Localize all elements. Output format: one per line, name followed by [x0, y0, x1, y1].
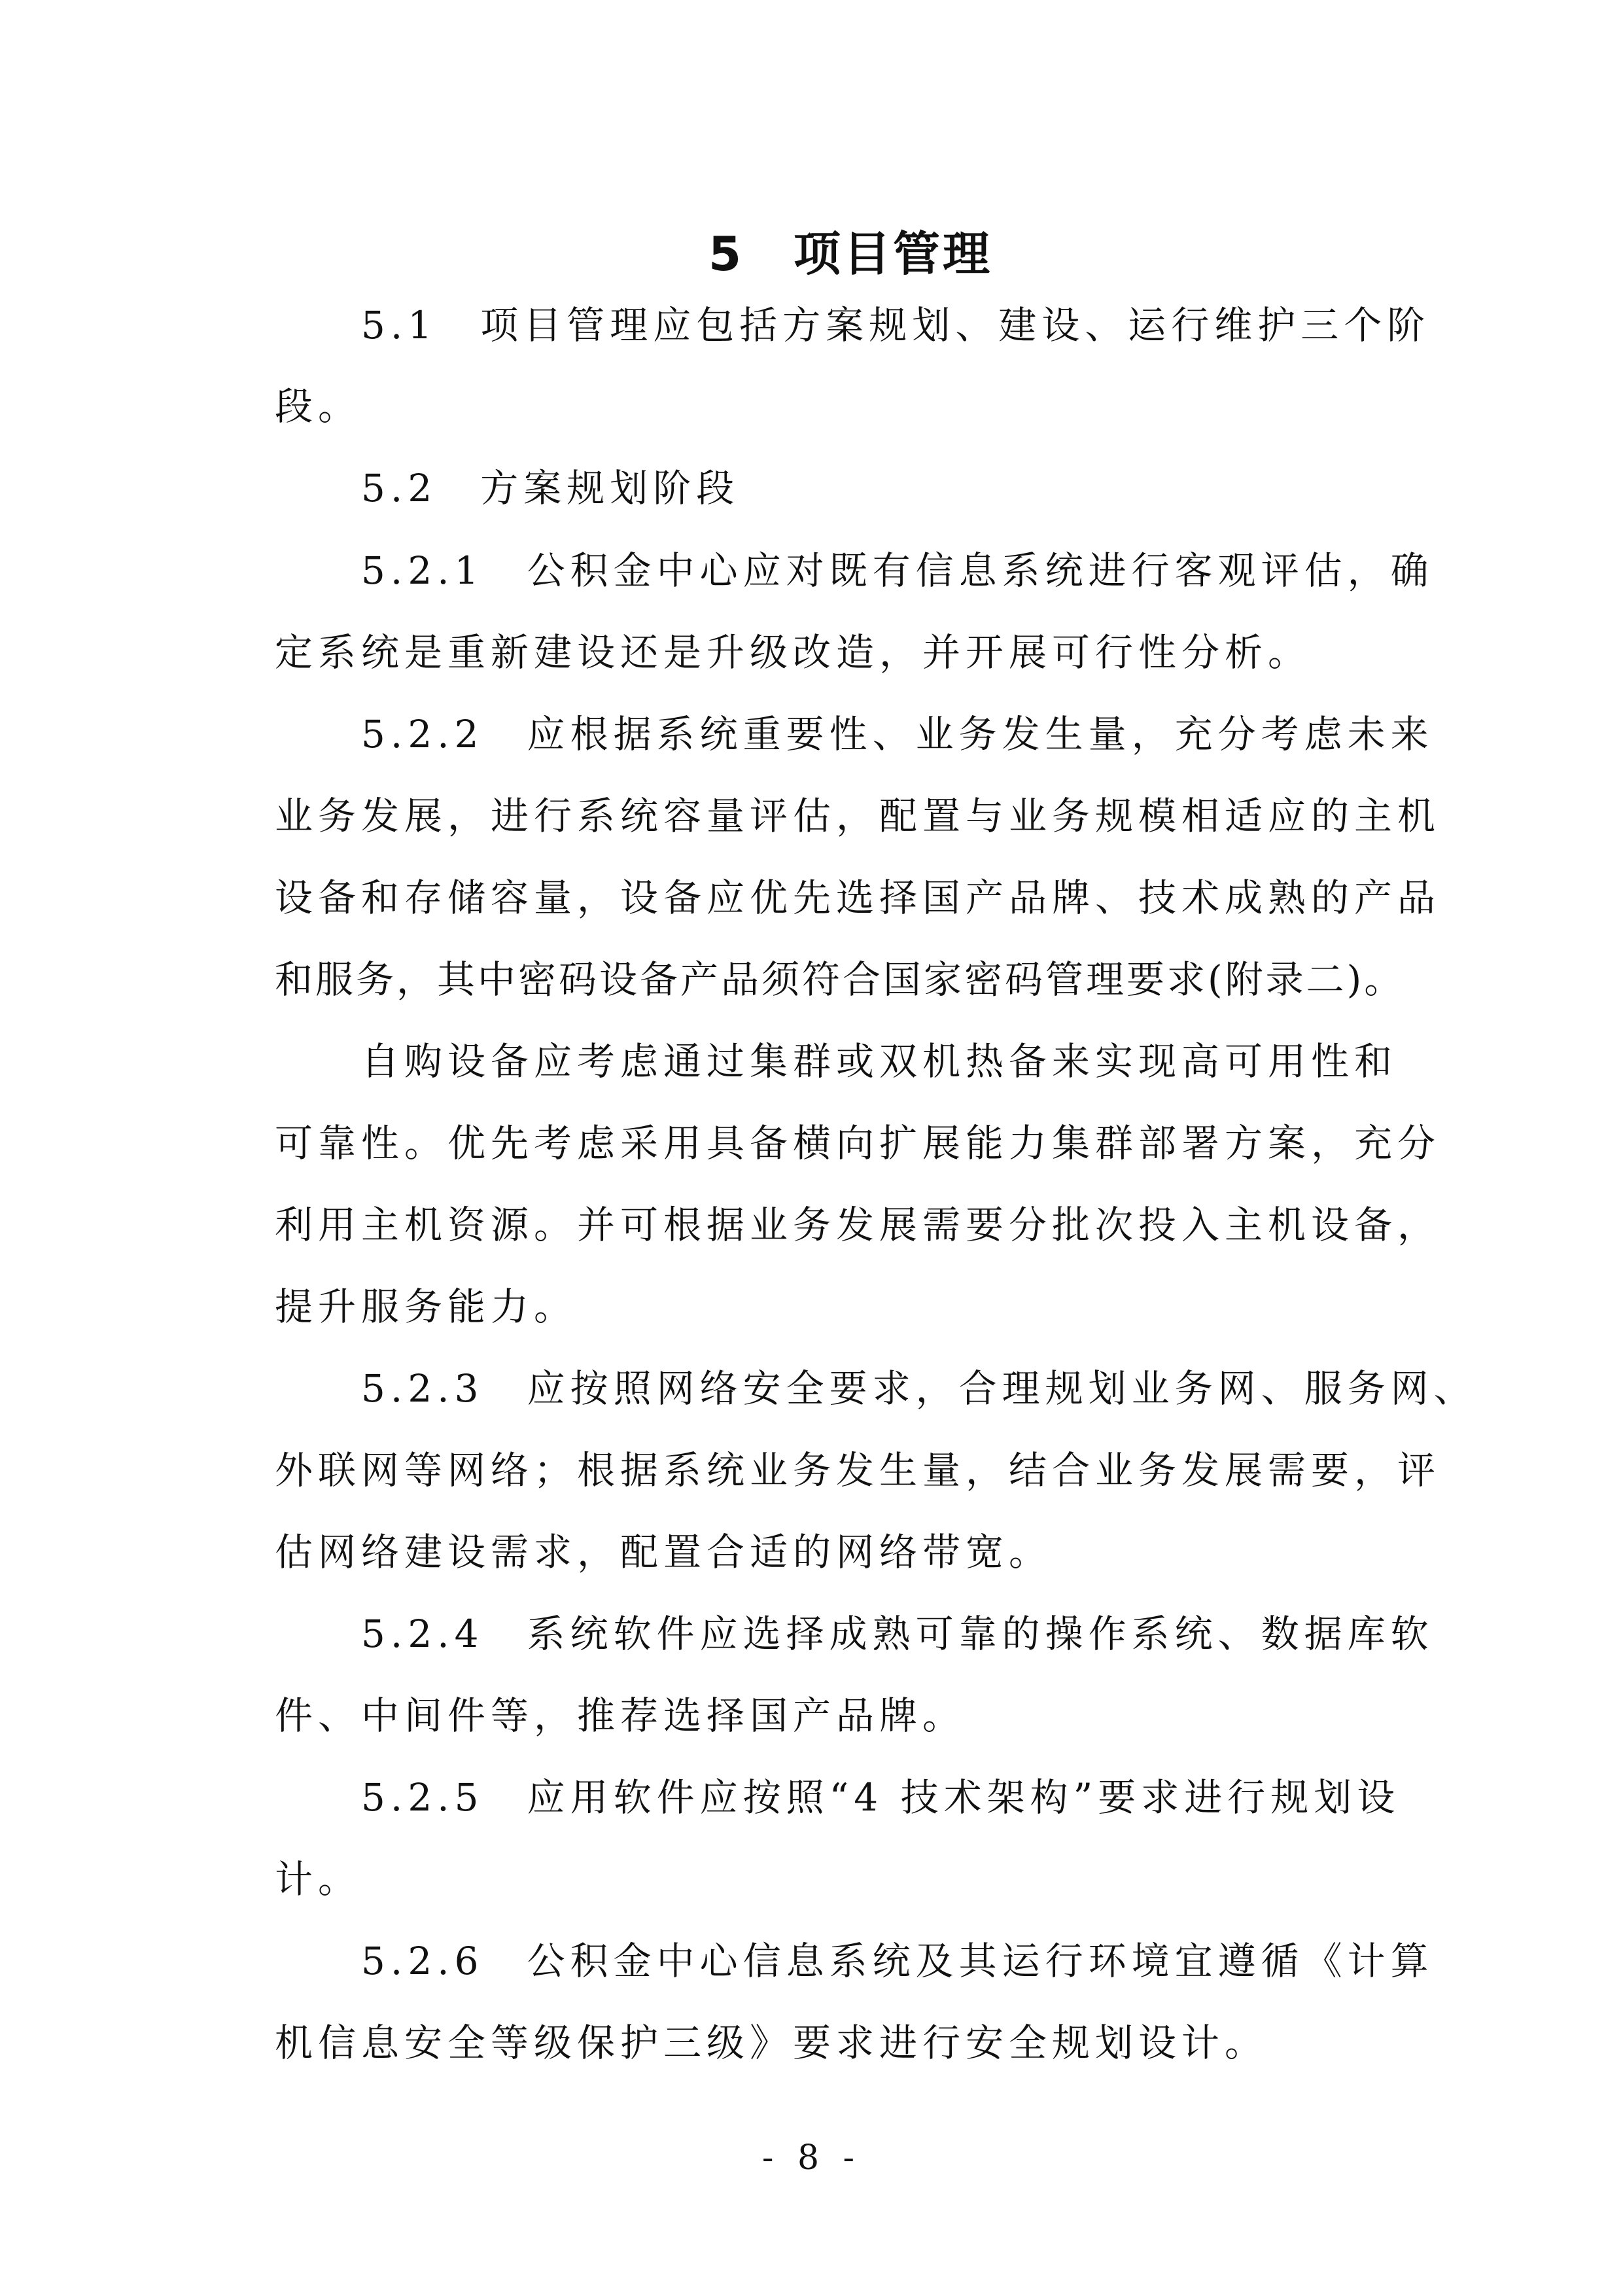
paragraph-line: 估网络建设需求，配置合适的网络带宽。 [275, 1530, 1053, 1574]
paragraph-line: 外联网等网络；根据系统业务发生量，结合业务发展需要，评 [275, 1448, 1441, 1492]
paragraph-line: 5.2.1 公积金中心应对既有信息系统进行客观评估，确 [361, 548, 1434, 593]
paragraph-line: 件、中间件等，推荐选择国产品牌。 [275, 1693, 966, 1738]
paragraph-line: 业务发展，进行系统容量评估，配置与业务规模相适应的主机 [275, 794, 1441, 838]
paragraph-line: 5.2.2 应根据系统重要性、业务发生量，充分考虑未来 [361, 712, 1434, 756]
paragraph-line: 利用主机资源。并可根据业务发展需要分批次投入主机设备， [275, 1203, 1441, 1247]
paragraph-line: 5.1 项目管理应包括方案规划、建设、运行维护三个阶 [361, 303, 1431, 347]
paragraph-line: 5.2.4 系统软件应选择成熟可靠的操作系统、数据库软 [361, 1612, 1434, 1656]
paragraph-line: 定系统是重新建设还是升级改造，并开展可行性分析。 [275, 630, 1312, 675]
paragraph-line: 段。 [275, 384, 362, 429]
paragraph-line: 5.2.6 公积金中心信息系统及其运行环境宜遵循《计算 [361, 1939, 1434, 1983]
paragraph-line: 自购设备应考虑通过集群或双机热备来实现高可用性和 [361, 1039, 1398, 1084]
paragraph-line: 计。 [275, 1857, 362, 1901]
paragraph-line: 5.2.5 应用软件应按照“4 技术架构”要求进行规划设 [361, 1775, 1401, 1820]
paragraph-line: 提升服务能力。 [275, 1284, 578, 1329]
paragraph-line: 可靠性。优先考虑采用具备横向扩展能力集群部署方案，充分 [275, 1121, 1441, 1165]
section-heading: 5 项目管理 [708, 226, 993, 281]
paragraph-line: 和服务，其中密码设备产品须符合国家密码管理要求(附录二)。 [275, 957, 1405, 1002]
paragraph-line: 设备和存储容量，设备应优先选择国产品牌、技术成熟的产品 [275, 875, 1441, 920]
subsection-heading: 5.2 方案规划阶段 [361, 466, 740, 510]
page-number: - 8 - [761, 2138, 862, 2178]
paragraph-line: 机信息安全等级保护三级》要求进行安全规划设计。 [275, 2021, 1268, 2065]
paragraph-line: 5.2.3 应按照网络安全要求，合理规划业务网、服务网、 [361, 1366, 1477, 1411]
